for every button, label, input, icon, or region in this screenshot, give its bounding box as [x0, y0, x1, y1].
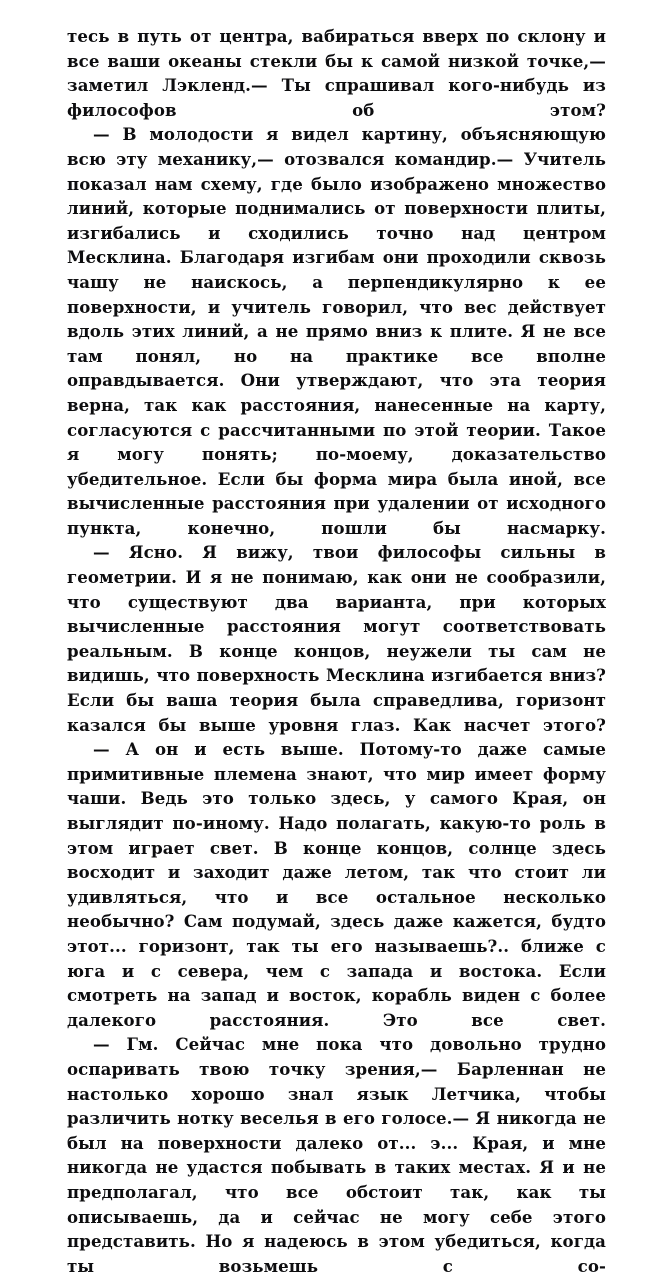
text-column	[67, 24, 606, 1278]
paragraph-3: — Ясно. Я вижу, твои философы сильны в геометрии. И я не понимаю, как они не сообразили, что существуют два варианта, при которых вычисленные расстояния могут соответствовать реальным. В конце концов, неужели ты сам не видишь, что поверхность Месклина изгибается вниз? Если бы ваша теория была справедлива, горизонт казался бы выше уровня глаз. Как насчет этого?	[67, 542, 606, 735]
paragraph-5: — Гм. Сейчас мне пока что довольно трудно оспаривать твою точку зрения,— Барленнан не настолько хорошо знал язык Летчика, чтобы различить нотку веселья в его голосе.— Я никогда не был на поверхности далеко от... э... Края, и мне никогда не удастся побывать в таких местах. Я и не предполагал, что все обстоит так, как ты описываешь, да и сейчас не могу себе этого представить. Но я надеюсь в этом убедиться, когда ты возьмешь с со-	[67, 1034, 606, 1276]
paragraph-4: — А он и есть выше. Потому-то даже самые примитивные племена знают, что мир имеет форму чаши. Ведь это только здесь, у самого Края, он выглядит по-иному. Надо полагать, какую-то роль в этом играет свет. В конце концов, солнце здесь восходит и заходит даже летом, так что стоит ли удивляться, что и все остальное несколько необычно? Сам подумай, здесь даже кажется, будто этот... горизонт, так ты его называешь?.. ближе с юга и с севера, чем с запада и востока. Если смотреть на запад и восток, корабль виден с более далекого расстояния. Это все свет.	[67, 739, 606, 1030]
paragraph-1: тесь в путь от центра, вабираться вверх по склону и все ваши океаны стекли бы к самой низкой точке,— заметил Лэкленд.— Ты спрашивал кого-нибудь из философов об этом?	[67, 26, 606, 120]
paragraph-2: — В молодости я видел картину, объясняющую всю эту механику,— отозвался командир.— Учитель показал нам схему, где было изображено множество линий, которые поднимались от поверхности плиты, изгибались и сходились точно над центром Месклина. Благодаря изгибам они проходили сквозь чашу не наискось, а перпендикулярно к ее поверхности, и учитель говорил, что вес действует вдоль этих линий, а не прямо вниз к плите. Я не все там понял, но на практике все вполне оправдывается. Они утверждают, что эта теория верна, так как расстояния, нанесенные на карту, согласуются с рассчитанными по этой теории. Такое я могу понять; по-моему, доказательство убедительное. Если бы форма мира была иной, все вычисленные расстояния при удалении от исходного пункта, конечно, пошли бы насмарку.	[67, 124, 606, 538]
